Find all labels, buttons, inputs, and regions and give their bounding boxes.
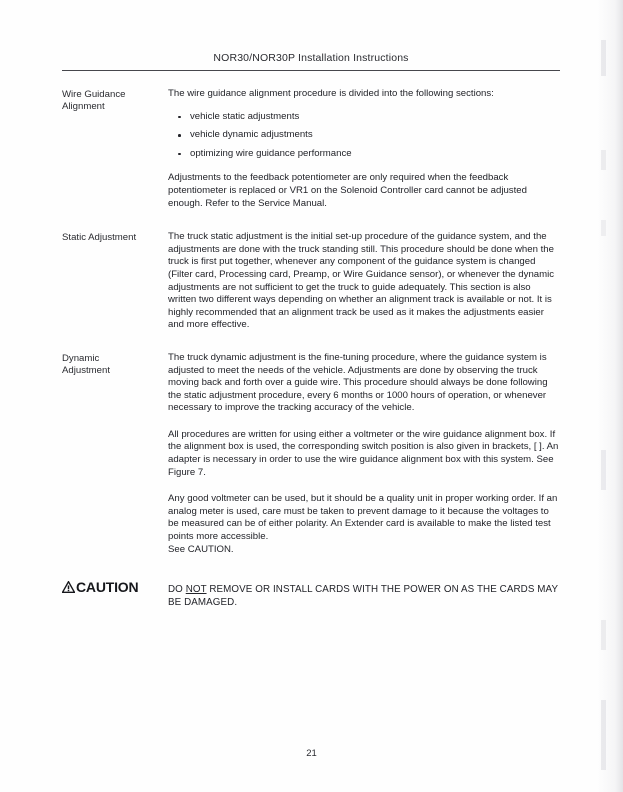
- section-label-line: Alignment: [62, 101, 105, 113]
- section-label-dynamic-adjustment: [62, 352, 168, 378]
- scan-speck: [601, 700, 606, 770]
- section-body-wire-guidance-alignment: [168, 88, 560, 222]
- page-number: 21: [306, 748, 317, 759]
- section-label-static-adjustment: [62, 231, 168, 244]
- scan-speck: [601, 40, 606, 76]
- caution-text-emphasis: NOT: [185, 584, 207, 596]
- scan-speck: [601, 150, 606, 170]
- section-label-line: Adjustment: [62, 365, 110, 377]
- header-title: NOR30/NOR30P Installation Instructions: [213, 52, 409, 64]
- caution-text-after: REMOVE OR INSTALL CARDS WITH THE POWER ON AS THE CARDS MAY BE DAMAGED.: [168, 584, 558, 609]
- feedback-potentiometer-paragraph: Adjustments to the feedback potentiometer are only required when the feedback potentiometer is replaced or VR1 on the Solenoid Controller card cannot be adjusted enough. Refer to the Service Manual.: [168, 172, 527, 209]
- page-header: [62, 52, 560, 64]
- section-static-adjustment: [62, 231, 560, 332]
- section-dynamic-adjustment: [62, 352, 560, 556]
- scan-edge-artifact: [597, 0, 623, 792]
- caution-body: [168, 580, 560, 609]
- section-body-static-adjustment: [168, 231, 560, 332]
- section-label-line: Static Adjustment: [62, 232, 137, 244]
- caution-text-before: DO: [168, 584, 186, 596]
- list-item: vehicle static adjustments: [190, 111, 560, 124]
- static-adjustment-paragraph: The truck static adjustment is the initial set-up procedure of the guidance system, and the adjustments are done with the truck standing still. This procedure should be done when the truck is first put together, whenever any component of the guidance system is changed (Filter card, Processing card, Preamp, or Wire Guidance sensor), or whenever the dynamic adjustments are not sufficient to get the truck to guide adequately. This section is also written two different ways depending on whether an alignment track is available or not. It is highly recommended that an alignment track be used as it makes the adjustments easier and more effective.: [168, 231, 555, 331]
- dynamic-adjustment-paragraph-2: All procedures are written for using either a voltmeter or the wire guidance alignment box. If the alignment box is used, the corresponding switch position is also given in brackets, [ ]. An adapter is necessary in order to use the wire guidance alignment box with this system. See Figure 7.: [168, 428, 559, 478]
- section-label-wire-guidance-alignment: [62, 88, 168, 114]
- page-footer: [0, 748, 623, 759]
- scan-speck: [601, 450, 606, 490]
- voltmeter-paragraph: Any good voltmeter can be used, but it should be a quality unit in proper working order. If an analog meter is used, care must be taken to prevent damage to it because the voltages to be measured can be of either polarity. An Extender card is available to make the listed test points more accessible.: [168, 493, 558, 543]
- scan-speck: [601, 620, 606, 650]
- list-item: optimizing wire guidance performance: [190, 148, 560, 161]
- header-divider: [62, 70, 560, 71]
- dynamic-adjustment-paragraph-1: The truck dynamic adjustment is the fine-tuning procedure, where the guidance system is adjusted to meet the needs of the vehicle. Adjustments are done by observing the truck moving back and forth over a guide wire. This procedure should always be done following the static adjustment procedure, every 6 months or 1000 hours of operation, or whenever necessary to improve the tracking accuracy of the vehicle.: [168, 351, 548, 414]
- list-item: vehicle dynamic adjustments: [190, 129, 560, 142]
- section-body-dynamic-adjustment: [168, 352, 560, 556]
- section-label-line: Wire Guidance: [62, 89, 126, 100]
- caution-label: [62, 579, 168, 596]
- caution-label-text: CAUTION: [76, 579, 139, 596]
- section-wire-guidance-alignment: [62, 88, 560, 222]
- section-spacer: [62, 222, 560, 231]
- page-content: [62, 88, 560, 609]
- scan-speck: [601, 220, 606, 236]
- see-caution-line: See CAUTION.: [168, 543, 234, 555]
- section-spacer: [62, 332, 560, 352]
- warning-triangle-icon: [62, 581, 75, 593]
- section-caution: [62, 580, 560, 609]
- section-label-line: Dynamic: [62, 352, 100, 364]
- alignment-sections-list: [168, 111, 560, 161]
- intro-paragraph: The wire guidance alignment procedure is divided into the following sections:: [168, 88, 494, 99]
